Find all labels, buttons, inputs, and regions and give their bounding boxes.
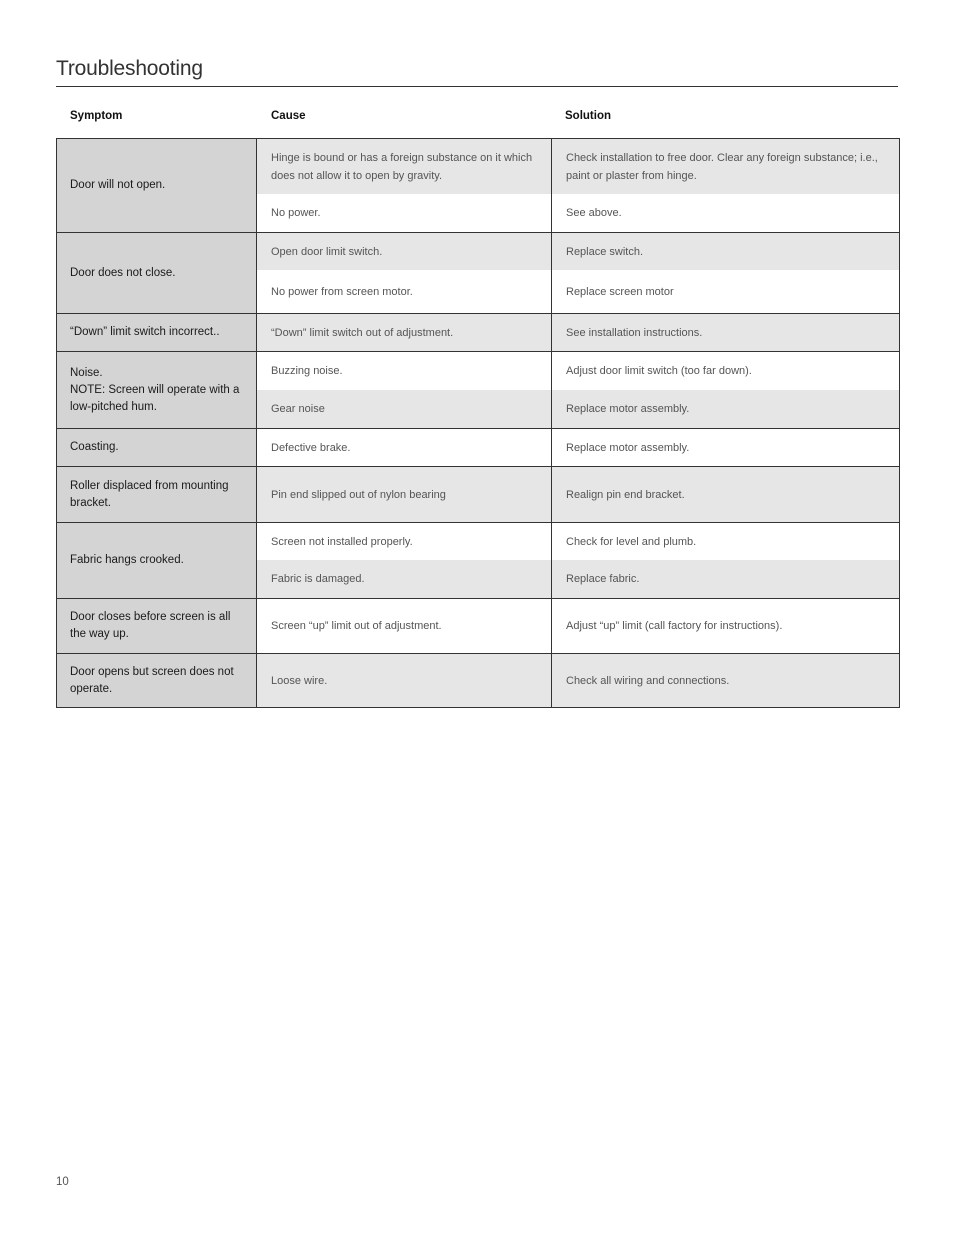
table-row (257, 390, 899, 428)
table-group-door-closes-early (57, 598, 899, 653)
table-group-noise (57, 351, 899, 428)
symptom-cell: “Down” limit switch incorrect.. (57, 314, 257, 351)
solution-cell: Adjust door limit switch (too far down). (566, 365, 752, 377)
table-row (257, 314, 899, 351)
page-title: Troubleshooting (56, 57, 203, 80)
cause-cell: Gear noise (257, 390, 552, 428)
table-group-door-will-not-open (57, 138, 899, 232)
solution-cell: Check installation to free door. Clear any foreign substance; i.e., paint or plaster from hinge. (566, 151, 878, 182)
table-row (257, 429, 899, 466)
table-row (257, 560, 899, 598)
solution-cell: See above. (566, 207, 622, 219)
header-symptom: Symptom (70, 110, 123, 122)
table-group-door-does-not-close (57, 232, 899, 313)
symptom-cell: Coasting. (57, 429, 257, 466)
symptom-cell: Door does not close. (57, 233, 257, 313)
solution-cell: Replace motor assembly. (566, 403, 690, 415)
cause-cell: Screen “up” limit out of adjustment. (257, 599, 552, 653)
cause-cell: Open door limit switch. (257, 233, 552, 270)
symptom-cell: Noise. NOTE: Screen will operate with a low-pitched hum. (57, 352, 257, 428)
troubleshooting-table (56, 138, 900, 708)
table-row (257, 233, 899, 270)
header-solution: Solution (565, 110, 611, 122)
symptom-cell: Door opens but screen does not operate. (57, 654, 257, 707)
table-row (257, 352, 899, 390)
solution-cell: Replace screen motor (566, 285, 674, 298)
cause-cell: Fabric is damaged. (257, 560, 552, 598)
table-header (56, 110, 898, 128)
table-row (257, 467, 899, 522)
title-divider (56, 86, 898, 87)
solution-cell: Replace fabric. (566, 573, 640, 585)
table-row (257, 194, 899, 232)
cause-cell: Loose wire. (257, 654, 552, 707)
solution-cell: Replace motor assembly. (566, 441, 690, 454)
symptom-cell: Fabric hangs crooked. (57, 523, 257, 598)
table-group-down-limit-switch (57, 313, 899, 351)
page-number: 10 (56, 1176, 69, 1188)
solution-cell: Check all wiring and connections. (566, 674, 730, 687)
solution-cell: Replace switch. (566, 245, 644, 258)
solution-cell: Check for level and plumb. (566, 535, 697, 548)
table-row (257, 523, 899, 560)
table-row (257, 599, 899, 653)
table-group-fabric-hangs-crooked (57, 522, 899, 598)
table-row (257, 270, 899, 313)
table-group-screen-does-not-operate (57, 653, 899, 708)
solution-cell: Realign pin end bracket. (566, 488, 685, 501)
table-group-roller-displaced (57, 466, 899, 522)
cause-cell: No power from screen motor. (257, 270, 552, 313)
table-row (257, 654, 899, 707)
cause-cell: No power. (257, 194, 552, 232)
cause-cell: Buzzing noise. (257, 352, 552, 390)
cause-cell: Screen not installed properly. (257, 523, 552, 560)
cause-cell: Pin end slipped out of nylon bearing (257, 467, 552, 522)
cause-cell: Defective brake. (257, 429, 552, 466)
solution-cell: Adjust “up” limit (call factory for instructions). (566, 620, 783, 632)
table-row (257, 139, 899, 194)
symptom-cell: Roller displaced from mounting bracket. (57, 467, 257, 522)
solution-cell: See installation instructions. (566, 326, 703, 339)
cause-cell: “Down” limit switch out of adjustment. (257, 314, 552, 351)
cause-cell: Hinge is bound or has a foreign substance on it which does not allow it to open by gravity. (257, 139, 552, 194)
symptom-cell: Door will not open. (57, 139, 257, 232)
symptom-cell: Door closes before screen is all the way up. (57, 599, 257, 653)
header-cause: Cause (271, 110, 306, 122)
table-group-coasting (57, 428, 899, 466)
